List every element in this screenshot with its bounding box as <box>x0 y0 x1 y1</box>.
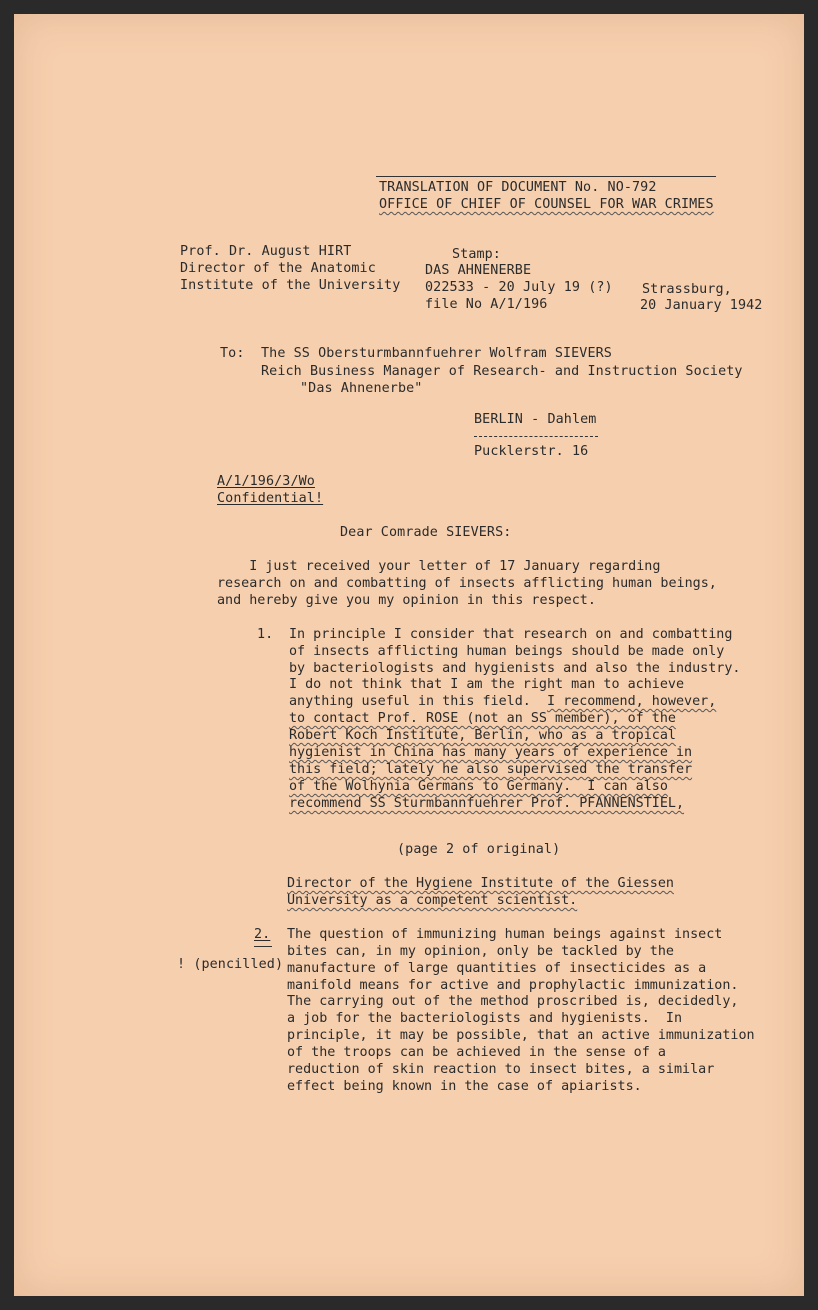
intro-line-2: research on and combatting of insects afflicting human beings, <box>217 576 717 591</box>
point-2-line-9: reduction of skin reaction to insect bites, a similar <box>287 1062 715 1077</box>
continuation-line-2: University as a competent scientist. <box>287 893 578 908</box>
point-2-line-4: manifold means for active and prophylactic immunization. <box>287 978 739 993</box>
stamp-number: 022533 - 20 July 19 (?) <box>425 280 613 295</box>
point-2-number: 2. <box>254 927 271 942</box>
recipient-street: Pucklerstr. 16 <box>474 444 589 459</box>
header-top-rule <box>376 176 716 177</box>
classification: Confidential! <box>217 491 324 506</box>
point-1-underlined-2: Robert Koch Institute, Berlin, who as a tropical <box>289 728 676 743</box>
salutation: Dear Comrade SIEVERS: <box>340 525 512 540</box>
point-2-line-1: The question of immunizing human beings against insect <box>287 927 723 942</box>
recipient-line-1: The SS Obersturmbannfuehrer Wolfram SIEVERS <box>261 346 612 361</box>
point-1-underlined-4: this field; lately he also supervised the transfer <box>289 762 693 777</box>
stamp-org: DAS AHNENERBE <box>425 263 532 278</box>
point-2-line-5: The carrying out of the method proscribed is, decidedly, <box>287 994 739 1009</box>
point-1-underlined-1: to contact Prof. ROSE (not an SS member), of the <box>289 711 676 726</box>
recipient-line-2: Reich Business Manager of Research- and Instruction Society <box>261 364 743 379</box>
intro-line-3: and hereby give you my opinion in this respect. <box>217 593 596 608</box>
point-2-line-10: effect being known in the case of apiarists. <box>287 1079 642 1094</box>
point-2-line-6: a job for the bacteriologists and hygienists. In <box>287 1011 683 1026</box>
point-1-underlined-6: recommend SS Sturmbannfuehrer Prof. PFANNENSTIEL, <box>289 796 685 811</box>
translation-title: TRANSLATION OF DOCUMENT No. NO-792 <box>379 180 657 195</box>
stamp-label: Stamp: <box>452 247 501 262</box>
sender-title: Director of the Anatomic <box>180 261 376 276</box>
point-1-underlined-5: of the Wolhynia Germans to Germany. I can also <box>289 779 668 794</box>
point-1-line-1: In principle I consider that research on and combatting <box>289 627 733 642</box>
place: Strassburg, <box>642 282 732 297</box>
point-1-line-5-plain: anything useful in this field. <box>289 694 547 709</box>
point-2-line-7: principle, it may be possible, that an active immunization <box>287 1028 755 1043</box>
point-1-recommend: I recommend, however, <box>546 694 717 709</box>
city-rule <box>474 436 598 437</box>
intro-line-1: I just received your letter of 17 January regarding <box>217 559 661 574</box>
to-label: To: <box>220 346 245 361</box>
point-1-line-5 <box>289 694 716 710</box>
point-2-line-2: bites can, in my opinion, only be tackled by the <box>287 944 674 959</box>
sender-name: Prof. Dr. August HIRT <box>180 244 352 259</box>
page-marker: (page 2 of original) <box>397 842 561 857</box>
sender-institute: Institute of the University <box>180 278 401 293</box>
reference-code: A/1/196/3/Wo <box>217 474 315 489</box>
point-1-line-2: of insects afflicting human beings should be made only <box>289 644 725 659</box>
point-2-mark <box>254 946 272 947</box>
point-1-underlined-3: hygienist in China has many years of experience in <box>289 745 693 760</box>
pencilled-note: ! (pencilled) <box>177 957 284 972</box>
point-2-line-3: manufacture of large quantities of insecticides as a <box>287 961 707 976</box>
stamp-file: file No A/1/196 <box>425 297 548 312</box>
point-1-line-3: by bacteriologists and hygienists and also the industry. <box>289 661 741 676</box>
office-title: OFFICE OF CHIEF OF COUNSEL FOR WAR CRIMES <box>379 197 714 212</box>
continuation-line-1: Director of the Hygiene Institute of the Giessen <box>287 876 674 891</box>
point-1-line-4: I do not think that I am the right man to achieve <box>289 677 685 692</box>
point-1-number: 1. <box>257 627 274 642</box>
recipient-line-3: "Das Ahnenerbe" <box>300 381 423 396</box>
point-2-line-8: of the troops can be achieved in the sense of a <box>287 1045 666 1060</box>
date: 20 January 1942 <box>640 298 763 313</box>
recipient-city: BERLIN - Dahlem <box>474 412 597 427</box>
